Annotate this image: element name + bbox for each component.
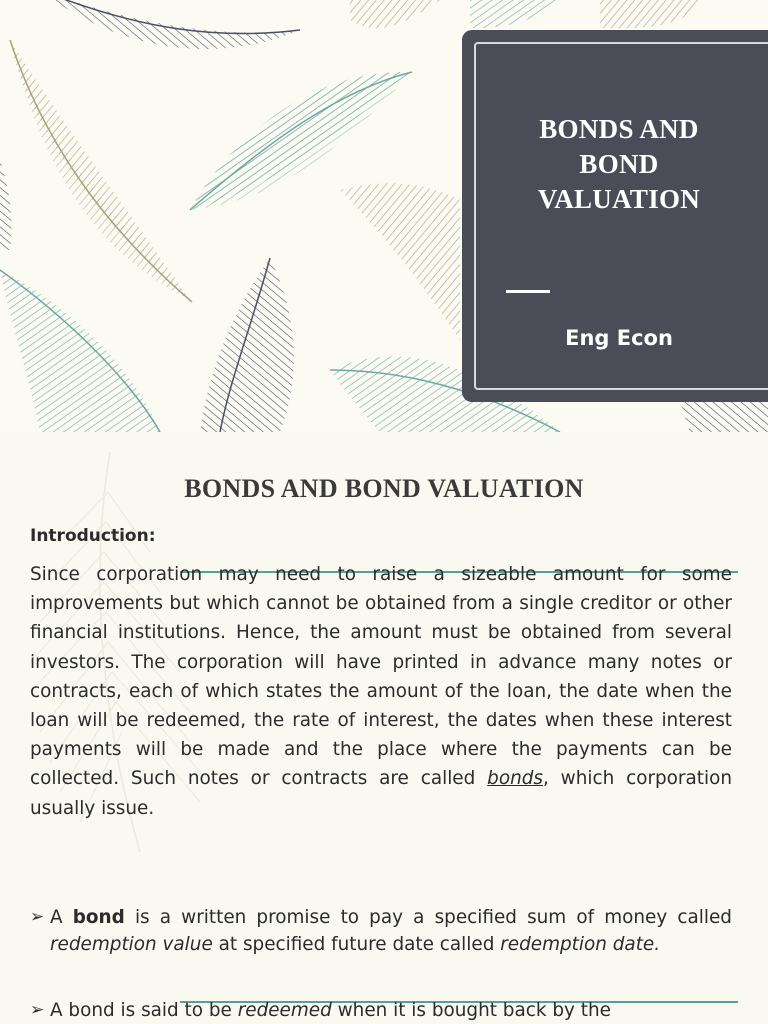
feather-icon [470,0,700,28]
arrow-bullet-icon: ➢ [30,1000,45,1020]
feather-icon [0,270,160,432]
bullet-text: when it is bought back by the [331,1000,611,1021]
title-slide [0,0,768,432]
bullet-item [30,997,732,1024]
slide-title: BONDS AND BOND VALUATION [537,114,701,214]
feather-icon [340,0,460,340]
term-bonds: bonds [487,768,543,790]
paragraph-text: Since corporation may need to raise a sizeable amount for some improvements but which cannot be obtained from a single creditor or other financial institutions. Hence, the amount must be obtained from several investors. The corporation will have printed in advance many notes or contracts, each of which states the amount of the loan, the date when the loan will be redeemed, the rate of interest, the dates when these interest payments will be made and the place where the payments can be collected. Such notes or contracts are called [30,564,732,790]
feather-icon [10,40,192,302]
bullet-text: at specified future date called [212,934,501,955]
title-divider [506,290,550,293]
arrow-bullet-icon: ➢ [30,907,45,927]
content-slide [0,432,768,1024]
bullet-text: A bond is said to be [50,1000,238,1021]
feather-icon [0,160,12,250]
paragraph-text-end: , which corporation usually issue. [30,768,732,819]
intro-paragraph [30,560,732,823]
slide-subtitle: Eng Econ [565,326,673,350]
feather-icon [680,402,768,432]
title-box [462,30,768,402]
intro-label: Introduction: [30,526,156,546]
bullet-bold: bond [72,907,125,928]
bullet-text: is a written promise to pay a specified sum of money called [124,907,732,928]
feather-icon [40,0,300,49]
bullet-italic: redemption value [50,934,213,955]
content-heading: BONDS AND BOND VALUATION [184,474,584,503]
bullet-italic: redeemed [237,1000,332,1021]
feather-icon [200,258,294,432]
bullet-italic: redemption date. [500,934,661,955]
bullet-item [30,904,732,958]
bullet-text: A [50,907,73,928]
